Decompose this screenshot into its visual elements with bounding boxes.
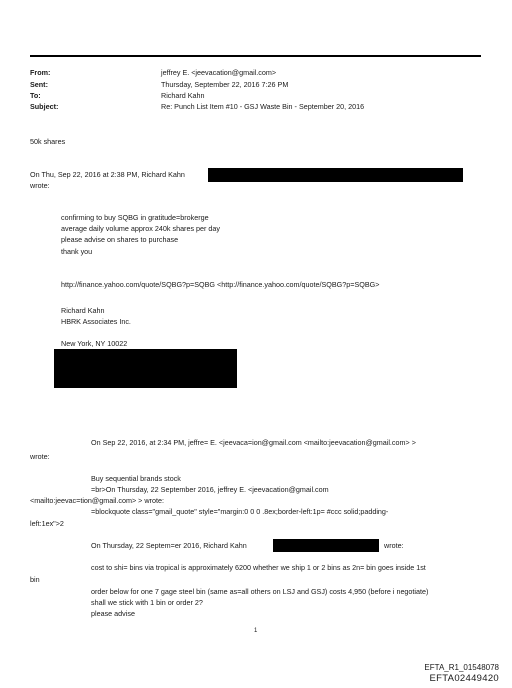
kahn-line: confirming to buy SQBG in gratitude=brokerge [61, 213, 209, 222]
quote3-wrote: wrote: [384, 541, 404, 550]
redaction-box [54, 349, 237, 388]
sent-label: Sent: [30, 80, 48, 89]
bin-line: please advise [91, 609, 135, 618]
bin-line: bin [30, 575, 40, 584]
bin-line: shall we stick with 1 bin or order 2? [91, 598, 203, 607]
bin-line: cost to shi= bins via tropical is approximately 6200 whether we ship 1 or 2 bins as 2n= bin goes inside 1st [91, 563, 426, 572]
redaction-box [208, 168, 463, 182]
kahn-line: please advise on shares to purchase [61, 235, 179, 244]
epstein-line: =blockquote class="gmail_quote" style="margin:0 0 0 .8ex;border-left:1p= #ccc solid;padding- [91, 507, 389, 516]
redaction-box [273, 539, 379, 552]
epstein-line: <mailto:jeevac=tion@gmail.com> > wrote: [30, 496, 164, 505]
quote3-intro: On Thursday, 22 Septem=er 2016, Richard Kahn [91, 541, 247, 550]
page-number: 1 [254, 628, 258, 634]
subject-value: Re: Punch List Item #10 - GSJ Waste Bin - September 20, 2016 [161, 102, 365, 111]
sent-value: Thursday, September 22, 2016 7:26 PM [161, 80, 289, 89]
quote2-wrote: wrote: [30, 452, 50, 461]
kahn-line: thank you [61, 247, 93, 256]
subject-label: Subject: [30, 102, 59, 111]
quote1-wrote: wrote: [30, 181, 50, 190]
header-rule [30, 55, 481, 57]
epstein-line: Buy sequential brands stock [91, 474, 181, 483]
bates-number-primary: EFTA_R1_01548078 [424, 663, 499, 672]
epstein-line: =br>On Thursday, 22 September 2016, jeffrey E. <jeevacation@gmail.com [91, 485, 329, 494]
signature-company: HBRK Associates Inc. [61, 317, 131, 326]
signature-name: Richard Kahn [61, 306, 105, 315]
to-value: Richard Kahn [161, 91, 205, 100]
bates-number-secondary: EFTA02449420 [429, 673, 499, 684]
from-value: jeffrey E. <jeevacation@gmail.com> [161, 68, 277, 77]
quote2-intro: On Sep 22, 2016, at 2:34 PM, jeffre= E. <jeevaca=ion@gmail.com <mailto:jeevacation@gmail.com> > [91, 438, 416, 447]
reply-text: 50k shares [30, 137, 66, 146]
finance-link[interactable]: http://finance.yahoo.com/quote/SQBG?p=SQBG <http://finance.yahoo.com/quote/SQBG?p=SQBG> [61, 280, 380, 289]
bin-line: order below for one 7 gage steel bin (same as=all others on LSJ and GSJ) costs 4,950 (before i negotiate) [91, 587, 429, 596]
quote1-intro: On Thu, Sep 22, 2016 at 2:38 PM, Richard Kahn [30, 170, 185, 179]
kahn-line: average daily volume approx 240k shares per day [61, 224, 221, 233]
signature-address: New York, NY 10022 [61, 339, 128, 348]
to-label: To: [30, 91, 41, 100]
from-label: From: [30, 68, 51, 77]
epstein-line: left:1ex">2 [30, 519, 64, 528]
